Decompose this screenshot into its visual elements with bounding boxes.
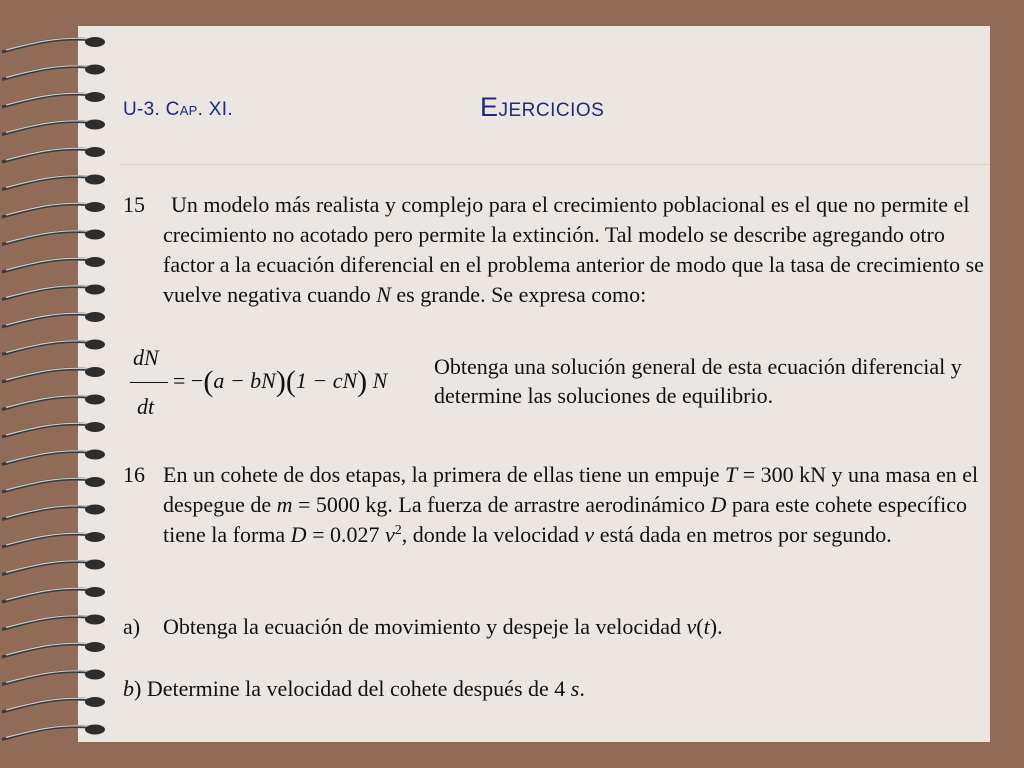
problem-15 <box>123 190 993 310</box>
binding-hole <box>85 312 105 322</box>
binding-hole <box>85 725 105 735</box>
problem-16-text-2: = 300 kN y una masa en el despegue de <box>163 462 979 517</box>
binding-hole <box>85 120 105 130</box>
var-v-2: v <box>584 522 595 547</box>
var-t: T <box>725 462 738 487</box>
problem-16-text-5: = 0.027 <box>306 522 385 547</box>
binding-hole <box>85 175 105 185</box>
problem-16-text-7: está dada en metros por segundo. <box>594 522 892 547</box>
problem-16 <box>123 460 993 550</box>
binding-hole <box>85 65 105 75</box>
problem-15-number: 15 <box>123 192 145 217</box>
binding-hole <box>85 257 105 267</box>
part-a-text: Obtenga la ecuación de movimiento y despeje la velocidad <box>163 614 687 639</box>
binding-hole <box>85 560 105 570</box>
problem-16-text-1: En un cohete de dos etapas, la primera de ellas tiene un empuje <box>163 462 726 487</box>
problem-16-text-3: = 5000 kg. La fuerza de arrastre aerodinámico <box>292 492 711 517</box>
unit-label: U-3. Cap. XI. <box>123 99 233 120</box>
part-a-label: a) <box>123 614 141 639</box>
binding-hole <box>85 697 105 707</box>
binding-hole <box>85 147 105 157</box>
binding-hole <box>85 340 105 350</box>
binding-hole <box>85 202 105 212</box>
part-b-end: . <box>579 676 585 701</box>
binding-hole <box>85 37 105 47</box>
problem-15-lead: Un modelo más realista y complejo para el crecimiento poblacional es el que no permite el crecimiento no acotado pero permite la extinción. Tal modelo se describe agregando otro factor a la ecuación diferencial en el problema anterior de modo que la tasa de crecimiento se vuelve negativa cuando <box>163 192 984 307</box>
binding-hole <box>85 505 105 515</box>
binding-hole <box>85 367 105 377</box>
binding-hole <box>85 422 105 432</box>
part-b-label: b <box>123 676 134 701</box>
equation-factor-1: a − bN <box>213 368 276 393</box>
binding-hole <box>85 285 105 295</box>
problem-15-task: Obtenga una solución general de esta ecuación diferencial y determine las soluciones de equilibrio. <box>434 354 962 408</box>
var-d-2: D <box>290 522 307 547</box>
binding-hole <box>85 615 105 625</box>
fraction-bar <box>130 382 168 383</box>
binding-hole <box>85 532 105 542</box>
part-a-close: ). <box>709 614 723 639</box>
problem-15-tail: es grande. Se expresa como: <box>390 282 647 307</box>
equation-factor-2: 1 − cN <box>295 368 358 393</box>
binding-hole <box>85 92 105 102</box>
problem-16-text-4: para este cohete específico tiene la forma <box>163 492 968 547</box>
binding-hole <box>85 670 105 680</box>
header-divider <box>120 164 990 165</box>
var-d: D <box>710 492 727 517</box>
slide-header <box>123 92 983 126</box>
equation-rhs: = −(a − bN)(1 − cN) N <box>173 365 388 398</box>
binding-hole <box>85 450 105 460</box>
exponent: 2 <box>394 523 402 538</box>
logistic-equation <box>125 345 425 425</box>
slide-title: Ejercicios <box>480 92 605 122</box>
var-m: m <box>276 492 293 517</box>
part-a-var-t: t <box>703 614 710 639</box>
equation-last-term: N <box>372 368 388 393</box>
equation-equals: = − <box>173 368 204 393</box>
part-a <box>123 612 993 642</box>
binding-hole <box>85 477 105 487</box>
part-a-paren: ( <box>696 614 704 639</box>
part-a-var-v: v <box>686 614 697 639</box>
spiral-binding <box>0 0 110 768</box>
binding-hole <box>85 642 105 652</box>
binding-hole <box>85 230 105 240</box>
part-b <box>123 674 993 704</box>
part-b-text: ) Determine la velocidad del cohete después de 4 <box>134 676 571 701</box>
part-b-var-s: s <box>570 676 580 701</box>
binding-hole <box>85 395 105 405</box>
problem-16-number: 16 <box>123 462 145 487</box>
binding-hole <box>85 587 105 597</box>
equation-numerator: dN <box>133 345 159 370</box>
equation-denominator: dt <box>137 394 155 419</box>
problem-15-var-n: N <box>376 282 391 307</box>
var-v: v <box>384 522 395 547</box>
problem-16-text-6: , donde la velocidad <box>401 522 585 547</box>
